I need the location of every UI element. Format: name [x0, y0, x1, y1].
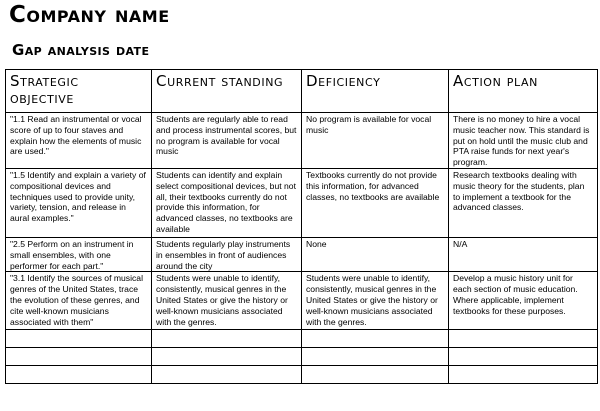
table-row	[6, 113, 598, 169]
empty-row	[6, 366, 598, 384]
empty-cell	[152, 348, 302, 366]
deficiency-cell: None	[302, 238, 449, 272]
action-cell: Research textbooks dealing with music theory for the students, plan to implement a textbook for the advanced classes.	[449, 169, 598, 238]
deficiency-cell: Students were unable to identify, consistently, musical genres in the United States or give the history or well-known musicians associated with the genres.	[302, 272, 449, 330]
empty-cell	[6, 330, 152, 348]
action-cell: Develop a music history unit for each section of music education. Where applicable, implement textbooks for these purposes.	[449, 272, 598, 330]
table-row	[6, 238, 598, 272]
company-name: Company name	[9, 2, 170, 28]
empty-cell	[449, 366, 598, 384]
action-cell: There is no money to hire a vocal music teacher now. This standard is put on hold until the music club and PTA raise funds for next year's program.	[449, 113, 598, 169]
objective-cell: "2.5 Perform on an instrument in small ensembles, with one performer for each part."	[6, 238, 152, 272]
empty-cell	[302, 366, 449, 384]
empty-cell	[449, 348, 598, 366]
column-header-action-plan: Action plan	[449, 70, 598, 113]
action-cell: N/A	[449, 238, 598, 272]
empty-cell	[6, 366, 152, 384]
column-header-deficiency: Deficiency	[302, 70, 449, 113]
standing-cell: Students regularly play instruments in ensembles in front of audiences around the city	[152, 238, 302, 272]
column-header-strategic-objective: Strategic objective	[6, 70, 152, 113]
empty-cell	[302, 330, 449, 348]
table-row	[6, 169, 598, 238]
table-row	[6, 272, 598, 330]
objective-cell: "1.1 Read an instrumental or vocal score of up to four staves and explain how the elements of music are used."	[6, 113, 152, 169]
objective-cell: "3.1 Identify the sources of musical genres of the United States, trace the evolution of these genres, and cite well-known musicians associated with them"	[6, 272, 152, 330]
empty-cell	[302, 348, 449, 366]
gap-analysis-table	[5, 69, 598, 384]
empty-cell	[152, 366, 302, 384]
empty-cell	[6, 348, 152, 366]
objective-cell: "1.5 Identify and explain a variety of compositional devices and techniques used to provide unity, variety, tension, and release in aural examples."	[6, 169, 152, 238]
deficiency-cell: Textbooks currently do not provide this information, for advanced classes, no textbooks are available	[302, 169, 449, 238]
standing-cell: Students can identify and explain select compositional devices, but not all, their textbooks currently do not provide this information, for advanced classes, no textbooks are available	[152, 169, 302, 238]
table-header-row	[6, 70, 598, 113]
deficiency-cell: No program is available for vocal music	[302, 113, 449, 169]
empty-row	[6, 348, 598, 366]
empty-row	[6, 330, 598, 348]
standing-cell: Students are regularly able to read and process instrumental scores, but no program is available for vocal music	[152, 113, 302, 169]
standing-cell: Students were unable to identify, consistently, musical genres in the United States or give the history or well-known musicians associated with the genres.	[152, 272, 302, 330]
column-header-current-standing: Current standing	[152, 70, 302, 113]
empty-cell	[449, 330, 598, 348]
gap-analysis-date: Gap analysis date	[12, 41, 150, 59]
empty-cell	[152, 330, 302, 348]
